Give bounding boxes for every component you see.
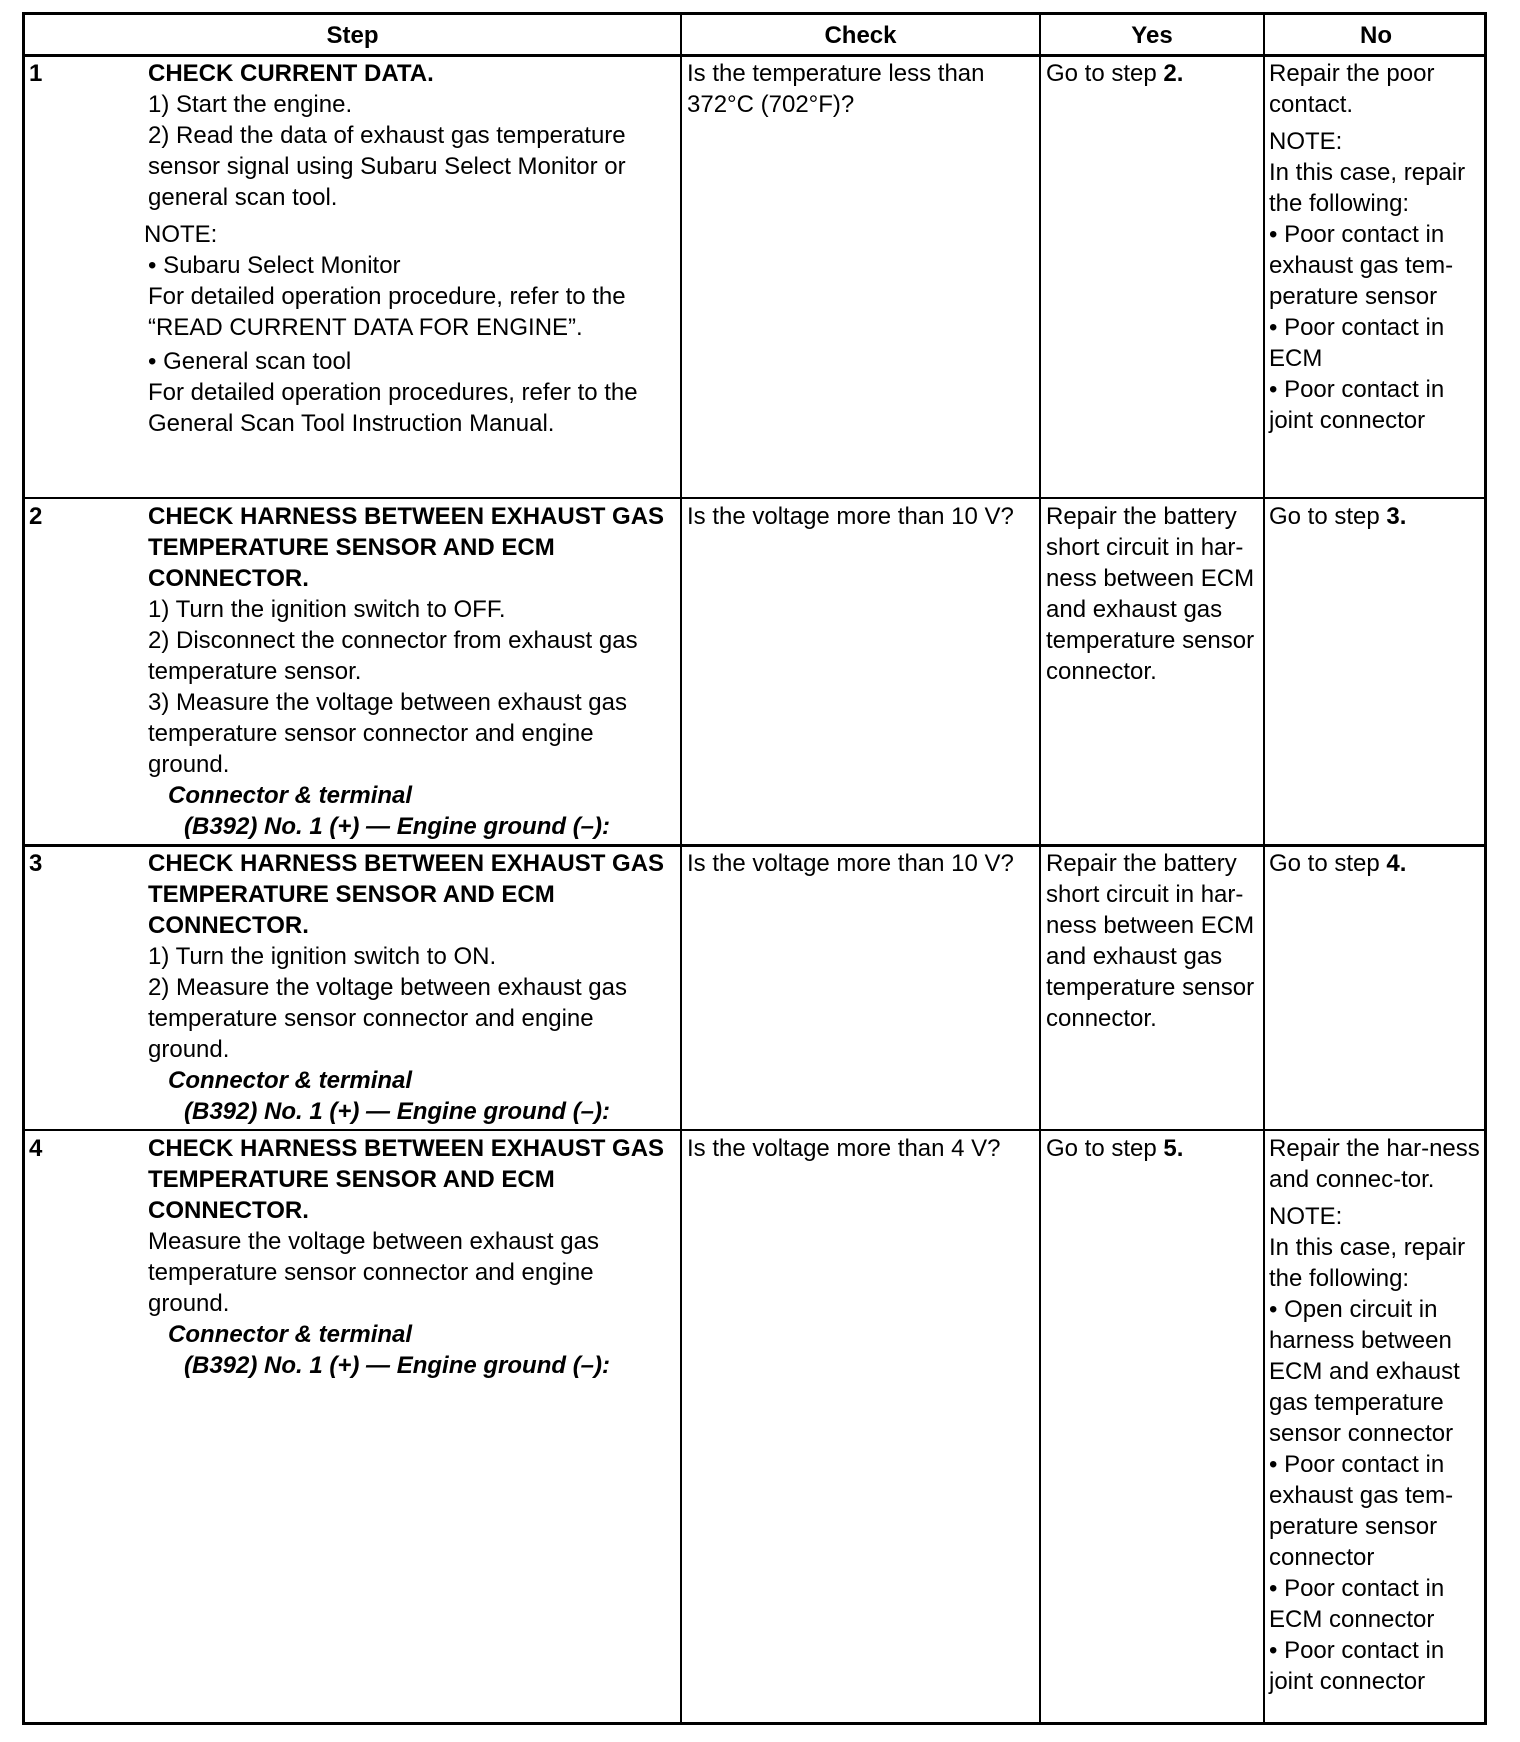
row-divider [25,1129,1484,1131]
header-check: Check [824,22,897,49]
step-number: 2 [29,503,43,530]
step-content [148,501,678,842]
yes-action [1046,58,1258,89]
step-number: 3 [29,850,43,877]
header-step: Step [326,22,379,49]
check-question: Is the voltage more than 10 V? [687,850,1014,877]
no-action [1269,501,1483,532]
step-instruction: 2) Disconnect the connector from exhaust gas temperature sensor. [148,627,638,685]
no-action [1269,848,1483,879]
no-note-item: • Poor contact in ECM connector [1269,1575,1445,1633]
row-divider [25,844,1484,847]
no-note-item: • Poor contact in joint connector [1269,376,1445,434]
yes-action: Repair the battery short circuit in har-ness between ECM and exhaust gas temperature sensor connector. [1046,503,1255,685]
no-note-item: • Open circuit in harness between ECM and exhaust gas temperature sensor connector [1269,1296,1460,1447]
note-label: NOTE: [144,221,218,248]
yes-step-ref: 5. [1163,1135,1184,1162]
step-instruction: Measure the voltage between exhaust gas temperature sensor connector and engine ground. [148,1228,599,1317]
no-text: Go to step [1269,850,1387,877]
no-step-ref: 4. [1386,850,1407,877]
step-number: 1 [29,60,43,87]
connector-value: (B392) No. 1 (+) — Engine ground (–): [184,1098,611,1125]
no-text: Go to step [1269,503,1387,530]
step-number: 4 [29,1135,43,1162]
header-no: No [1360,22,1392,49]
yes-text: Go to step [1046,60,1164,87]
column-divider [1039,15,1041,1722]
connector-label: Connector & terminal [168,1321,413,1348]
step-instruction: 2) Read the data of exhaust gas temperature sensor signal using Subaru Select Monitor or general scan tool. [148,122,626,211]
yes-text: Go to step [1046,1135,1164,1162]
no-action [1269,58,1483,436]
step-title: CHECK HARNESS BETWEEN EXHAUST GAS TEMPERATURE SENSOR AND ECM CONNECTOR. [148,503,665,592]
no-note-label: NOTE: [1269,1203,1343,1230]
check-question: Is the voltage more than 4 V? [687,1135,1001,1162]
note-line: • General scan tool [148,348,352,375]
step-title: CHECK HARNESS BETWEEN EXHAUST GAS TEMPERATURE SENSOR AND ECM CONNECTOR. [148,1135,665,1224]
no-note-intro: In this case, repair the following: [1269,1234,1466,1292]
no-note-item: • Poor contact in exhaust gas tem-perature sensor connector [1269,1451,1454,1571]
step-instruction: 1) Turn the ignition switch to OFF. [148,596,506,623]
check-question: Is the temperature less than 372°C (702°F)? [687,60,985,118]
connector-value: (B392) No. 1 (+) — Engine ground (–): [184,1352,611,1379]
step-title: CHECK CURRENT DATA. [148,60,434,87]
no-note-label: NOTE: [1269,128,1343,155]
check-question: Is the voltage more than 10 V? [687,503,1014,530]
no-note-item: • Poor contact in joint connector [1269,1637,1445,1695]
column-divider [680,15,682,1722]
step-content [144,58,678,439]
connector-value: (B392) No. 1 (+) — Engine ground (–): [184,813,611,840]
note-line: • Subaru Select Monitor [148,252,401,279]
no-note-item: • Poor contact in ECM [1269,314,1445,372]
step-instruction: 1) Start the engine. [148,91,353,118]
no-step-ref: 3. [1386,503,1407,530]
step-instruction: 3) Measure the voltage between exhaust gas temperature sensor connector and engine ground. [148,689,627,778]
header-divider [25,54,1484,57]
step-content [148,848,678,1127]
row-divider [25,497,1484,499]
step-instruction: 2) Measure the voltage between exhaust gas temperature sensor connector and engine ground. [148,974,627,1063]
step-instruction: 1) Turn the ignition switch to ON. [148,943,497,970]
header-yes: Yes [1131,22,1173,49]
column-divider [1263,15,1265,1722]
no-action [1269,1133,1483,1697]
note-line: For detailed operation procedure, refer to the “READ CURRENT DATA FOR ENGINE”. [148,283,626,341]
connector-label: Connector & terminal [168,1067,413,1094]
step-title: CHECK HARNESS BETWEEN EXHAUST GAS TEMPERATURE SENSOR AND ECM CONNECTOR. [148,850,665,939]
yes-action: Repair the battery short circuit in har-ness between ECM and exhaust gas temperature sensor connector. [1046,850,1255,1032]
yes-step-ref: 2. [1163,60,1184,87]
yes-action [1046,1133,1258,1164]
diagnostic-table [22,12,1487,1725]
step-content [148,1133,678,1381]
no-text: Repair the har-ness and connec-tor. [1269,1135,1480,1193]
connector-label: Connector & terminal [168,782,413,809]
no-note-intro: In this case, repair the following: [1269,159,1466,217]
no-note-item: • Poor contact in exhaust gas tem-perature sensor [1269,221,1454,310]
note-line: For detailed operation procedures, refer to the General Scan Tool Instruction Manual. [148,379,638,437]
no-text: Repair the poor contact. [1269,60,1435,118]
